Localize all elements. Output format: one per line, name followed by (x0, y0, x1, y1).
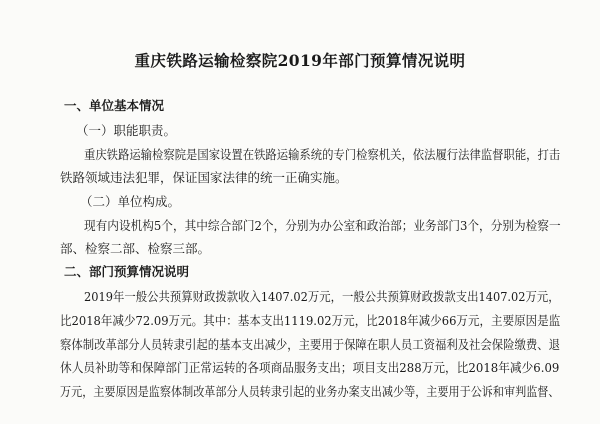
paragraph-line: 察体制改革部分人员转隶引起的基本支出减少，主要用于保障在职人员工资福利及社会保险缴费、退 (60, 337, 560, 352)
paragraph-line: 铁路领域违法犯罪，保证国家法律的统一正确实施。 (60, 170, 348, 185)
subheading-structure: （二）单位构成。 (80, 194, 181, 209)
section-heading-2: 二、部门预算情况说明 (64, 264, 190, 279)
paragraph-line: 重庆铁路运输检察院是国家设置在铁路运输系统的专门检察机关，依法履行法律监督职能，打击 (84, 147, 561, 162)
paragraph-line: 现有内设机构5个，其中综合部门2个，分别为办公室和政治部；业务部门3个，分别为检察一 (84, 218, 561, 233)
subheading-duties: （一）职能职责。 (76, 123, 177, 138)
paragraph-line: 2019年一般公共预算财政拨款收入1407.02万元，一般公共预算财政拨款支出1407.02万元， (84, 289, 560, 304)
paragraph-line: 休人员补助等和保障部门正常运转的各项商品服务支出；项目支出288万元，比2018年减少6.09 (60, 360, 560, 375)
document-title: 重庆铁路运输检察院2019年部门预算情况说明 (134, 51, 466, 70)
paragraph-line: 万元，主要原因是监察体制改革部分人员转隶引起的业务办案支出减少等，主要用于公诉和审判监督、 (60, 384, 560, 399)
paragraph-line: 部、检察二部、检察三部。 (60, 241, 211, 256)
section-heading-1: 一、单位基本情况 (64, 98, 165, 113)
paragraph-line: 比2018年减少72.09万元。其中：基本支出1119.02万元，比2018年减少66万元，主要原因是监 (60, 313, 561, 328)
